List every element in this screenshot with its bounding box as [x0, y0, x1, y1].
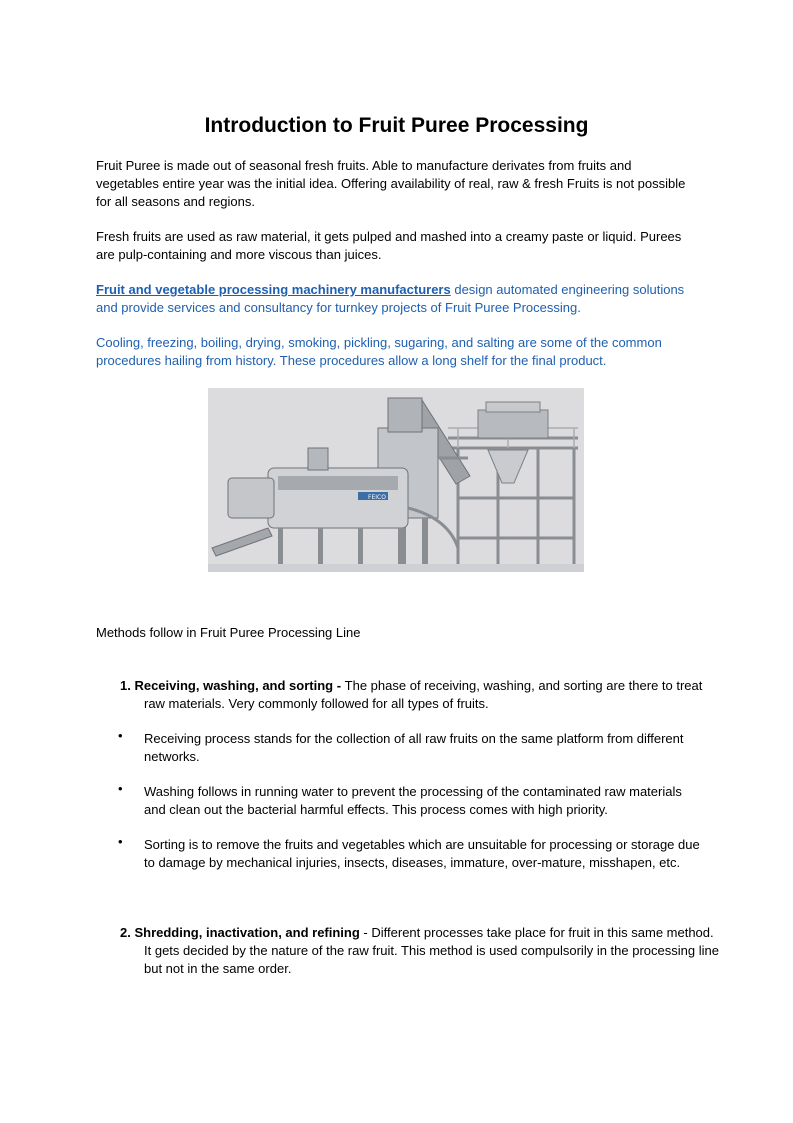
machine-brand-label: FEICO: [368, 494, 386, 501]
bullet-text: Washing follows in running water to prevent the processing of the contaminated raw materials and clean out the bacterial harmful effects. This process comes with high priority.: [144, 784, 682, 817]
step-1-separator: -: [333, 678, 345, 693]
step-2-separator: -: [359, 925, 372, 940]
raw-material-paragraph: Fresh fruits are used as raw material, it gets pulped and mashed into a creamy paste or liquid. Purees are pulp-containing and more viscous than juices.: [96, 229, 682, 262]
procedures-paragraph: Cooling, freezing, boiling, drying, smoking, pickling, sugaring, and salting are some of the common procedures hailing from history. These procedures allow a long shelf for the final product.: [96, 335, 662, 368]
intro-paragraph: Fruit Puree is made out of seasonal fresh fruits. Able to manufacture derivates from fruits and vegetables entire year was the initial idea. Offering availability of real, raw & fresh Fruits is not possible for all seasons and regions.: [96, 158, 686, 209]
step-1-title: 1. Receiving, washing, and sorting: [120, 678, 334, 693]
manufacturers-link[interactable]: Fruit and vegetable processing machinery manufacturers: [96, 282, 451, 297]
methods-heading: Methods follow in Fruit Puree Processing Line: [96, 625, 361, 640]
bullet-text: Receiving process stands for the collection of all raw fruits on the same platform from different networks.: [144, 731, 684, 764]
step-1-text: The phase of receiving, washing, and sorting are there to treat raw materials. Very commonly followed for all types of fruits.: [144, 678, 703, 711]
machine-illustration: [208, 388, 584, 572]
step-2-text: Different processes take place for fruit in this same method. It gets decided by the nature of the raw fruit. This method is used compulsorily in the processing line but not in the same order.: [144, 925, 719, 976]
bullet-dot: •: [118, 781, 123, 796]
bullet-item-washing: [118, 781, 700, 819]
manufacturers-paragraph: [96, 281, 696, 317]
processing-machine-image: [208, 388, 584, 572]
step-2: [120, 924, 724, 978]
bullet-item-sorting: [118, 834, 700, 872]
page-title: Introduction to Fruit Puree Processing: [204, 114, 589, 137]
bullet-dot: •: [118, 834, 123, 849]
manufacturers-paragraph-text: design automated engineering solutions and provide services and consultancy for turnkey projects of Fruit Puree Processing.: [96, 282, 685, 315]
bullet-text: Sorting is to remove the fruits and vegetables which are unsuitable for processing or storage due to damage by mechanical injuries, insects, diseases, immature, over-mature, misshapen, etc.: [144, 837, 700, 870]
step-2-title: 2. Shredding, inactivation, and refining: [120, 925, 360, 940]
bullet-dot: •: [118, 728, 123, 743]
bullet-item-receiving: [118, 728, 700, 766]
step-1: [120, 677, 724, 713]
